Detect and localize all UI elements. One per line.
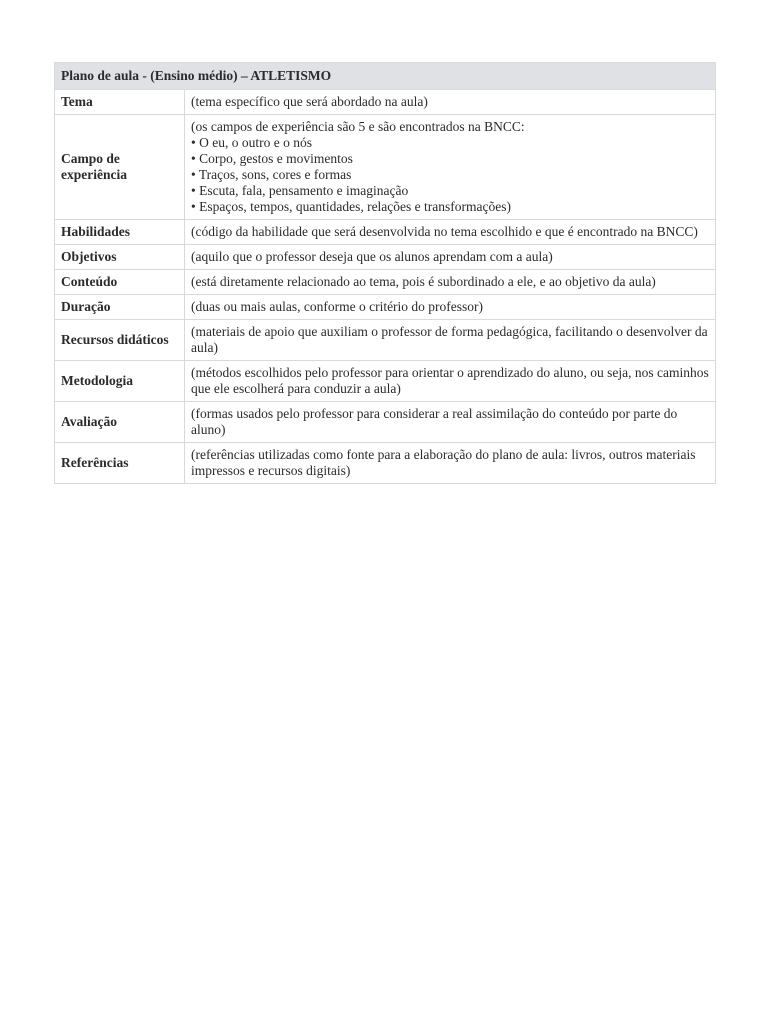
experience-fields-list bbox=[191, 135, 709, 215]
row-label: Tema bbox=[55, 90, 185, 115]
table-row-referencias bbox=[55, 443, 716, 484]
list-item: • Escuta, fala, pensamento e imaginação bbox=[191, 183, 409, 198]
row-description: (métodos escolhidos pelo professor para orientar o aprendizado do aluno, ou seja, nos caminhos que ele escolherá para conduzir a aula) bbox=[185, 361, 716, 402]
row-label: Conteúdo bbox=[55, 270, 185, 295]
row-description: (referências utilizadas como fonte para a elaboração do plano de aula: livros, outros materiais impressos e recursos digitais) bbox=[185, 443, 716, 484]
row-label: Recursos didáticos bbox=[55, 320, 185, 361]
row-description: (tema específico que será abordado na aula) bbox=[185, 90, 716, 115]
table-row-habilidades bbox=[55, 220, 716, 245]
row-label: Habilidades bbox=[55, 220, 185, 245]
table-row-metodologia bbox=[55, 361, 716, 402]
lesson-plan-title: Plano de aula - (Ensino médio) – ATLETISMO bbox=[55, 63, 716, 90]
table-row-conteudo bbox=[55, 270, 716, 295]
list-item: • O eu, o outro e o nós bbox=[191, 135, 312, 150]
row-description: (duas ou mais aulas, conforme o critério do professor) bbox=[185, 295, 716, 320]
lesson-plan-document bbox=[54, 62, 715, 484]
list-item: • Espaços, tempos, quantidades, relações e transformações) bbox=[191, 199, 511, 214]
list-item: • Traços, sons, cores e formas bbox=[191, 167, 352, 182]
table-row-avaliacao bbox=[55, 402, 716, 443]
row-description: (aquilo que o professor deseja que os alunos aprendam com a aula) bbox=[185, 245, 716, 270]
table-title-row bbox=[55, 63, 716, 90]
table-row-tema bbox=[55, 90, 716, 115]
table-row-objetivos bbox=[55, 245, 716, 270]
experience-fields-intro: (os campos de experiência são 5 e são encontrados na BNCC: bbox=[191, 119, 525, 134]
table-row-campo-de-experiencia bbox=[55, 115, 716, 220]
row-label: Metodologia bbox=[55, 361, 185, 402]
row-description: (materiais de apoio que auxiliam o professor de forma pedagógica, facilitando o desenvolver da aula) bbox=[185, 320, 716, 361]
row-label: Avaliação bbox=[55, 402, 185, 443]
row-description bbox=[185, 115, 716, 220]
row-description: (código da habilidade que será desenvolvida no tema escolhido e que é encontrado na BNCC) bbox=[185, 220, 716, 245]
row-description: (está diretamente relacionado ao tema, pois é subordinado a ele, e ao objetivo da aula) bbox=[185, 270, 716, 295]
list-item: • Corpo, gestos e movimentos bbox=[191, 151, 353, 166]
row-label: Duração bbox=[55, 295, 185, 320]
lesson-plan-table bbox=[54, 62, 716, 484]
table-row-duracao bbox=[55, 295, 716, 320]
row-description: (formas usados pelo professor para considerar a real assimilação do conteúdo por parte do aluno) bbox=[185, 402, 716, 443]
table-row-recursos-didaticos bbox=[55, 320, 716, 361]
row-label: Objetivos bbox=[55, 245, 185, 270]
row-label: Campo de experiência bbox=[55, 115, 185, 220]
row-label: Referências bbox=[55, 443, 185, 484]
